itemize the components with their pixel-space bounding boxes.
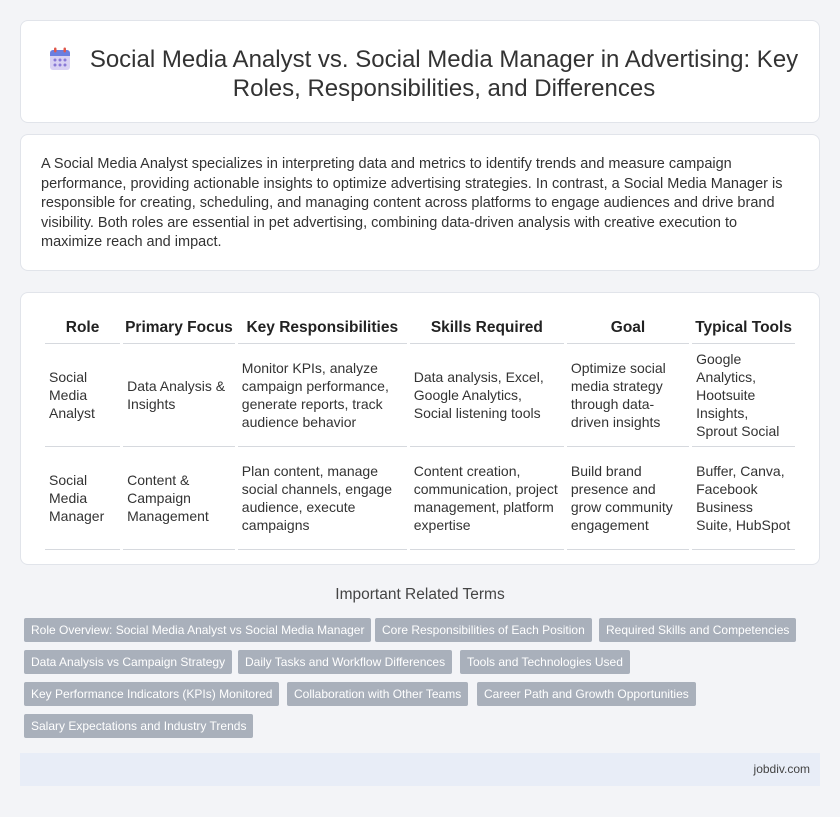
title-card [20,20,820,123]
table-cell: Data Analysis & Insights [123,344,235,447]
related-term-tag[interactable]: Core Responsibilities of Each Position [375,618,592,642]
table-cell: Buffer, Canva, Facebook Business Suite, HubSpot [692,447,795,550]
table-row [45,447,795,550]
column-header: Primary Focus [123,313,235,344]
related-terms-heading: Important Related Terms [335,586,505,603]
related-term-tag[interactable]: Salary Expectations and Industry Trends [24,714,253,738]
related-term-tag[interactable]: Collaboration with Other Teams [287,682,468,706]
table-cell: Plan content, manage social channels, engage audience, execute campaigns [238,447,407,550]
table-cell: Content creation, communication, project management, platform expertise [410,447,564,550]
comparison-table [42,313,798,550]
related-term-tag[interactable]: Data Analysis vs Campaign Strategy [24,650,232,674]
intro-card [20,134,820,271]
page-title: Social Media Analyst vs. Social Media Manager in Advertising: Key Roles, Responsibilities, and Differences [89,46,799,102]
related-term-tag[interactable]: Key Performance Indicators (KPIs) Monitored [24,682,279,706]
column-header: Role [45,313,120,344]
related-term-tag[interactable]: Daily Tasks and Workflow Differences [238,650,452,674]
related-term-tag[interactable]: Career Path and Growth Opportunities [477,682,696,706]
calendar-icon [49,47,71,71]
table-cell: Monitor KPIs, analyze campaign performance, generate reports, track audience behavior [238,344,407,447]
related-term-tag[interactable]: Required Skills and Competencies [599,618,796,642]
related-term-tag[interactable]: Tools and Technologies Used [460,650,630,674]
table-cell: Content & Campaign Management [123,447,235,550]
table-cell: Google Analytics, Hootsuite Insights, Sprout Social [692,344,795,447]
table-row [45,344,795,447]
column-header: Typical Tools [692,313,795,344]
table-cell: Optimize social media strategy through data-driven insights [567,344,689,447]
column-header: Goal [567,313,689,344]
footer [20,753,820,786]
table-cell: Build brand presence and grow community engagement [567,447,689,550]
intro-paragraph: A Social Media Analyst specializes in interpreting data and metrics to identify trends and measure campaign performance, providing actionable insights to optimize advertising strategies. In contrast, a Social Media Manager is responsible for creating, scheduling, and managing content across platforms to engage audiences and drive brand visibility. Both roles are essential in pet advertising, combining data-driven analysis with creative execution to maximize reach and impact. [41,156,783,251]
table-header-row [45,313,795,344]
column-header: Skills Required [410,313,564,344]
column-header: Key Responsibilities [238,313,407,344]
footer-site-link[interactable]: jobdiv.com [753,762,810,776]
table-cell: Social Media Analyst [45,344,120,447]
related-term-tag[interactable]: Role Overview: Social Media Analyst vs Social Media Manager [24,618,371,642]
table-card [20,292,820,565]
table-cell: Social Media Manager [45,447,120,550]
table-cell: Data analysis, Excel, Google Analytics, Social listening tools [410,344,564,447]
